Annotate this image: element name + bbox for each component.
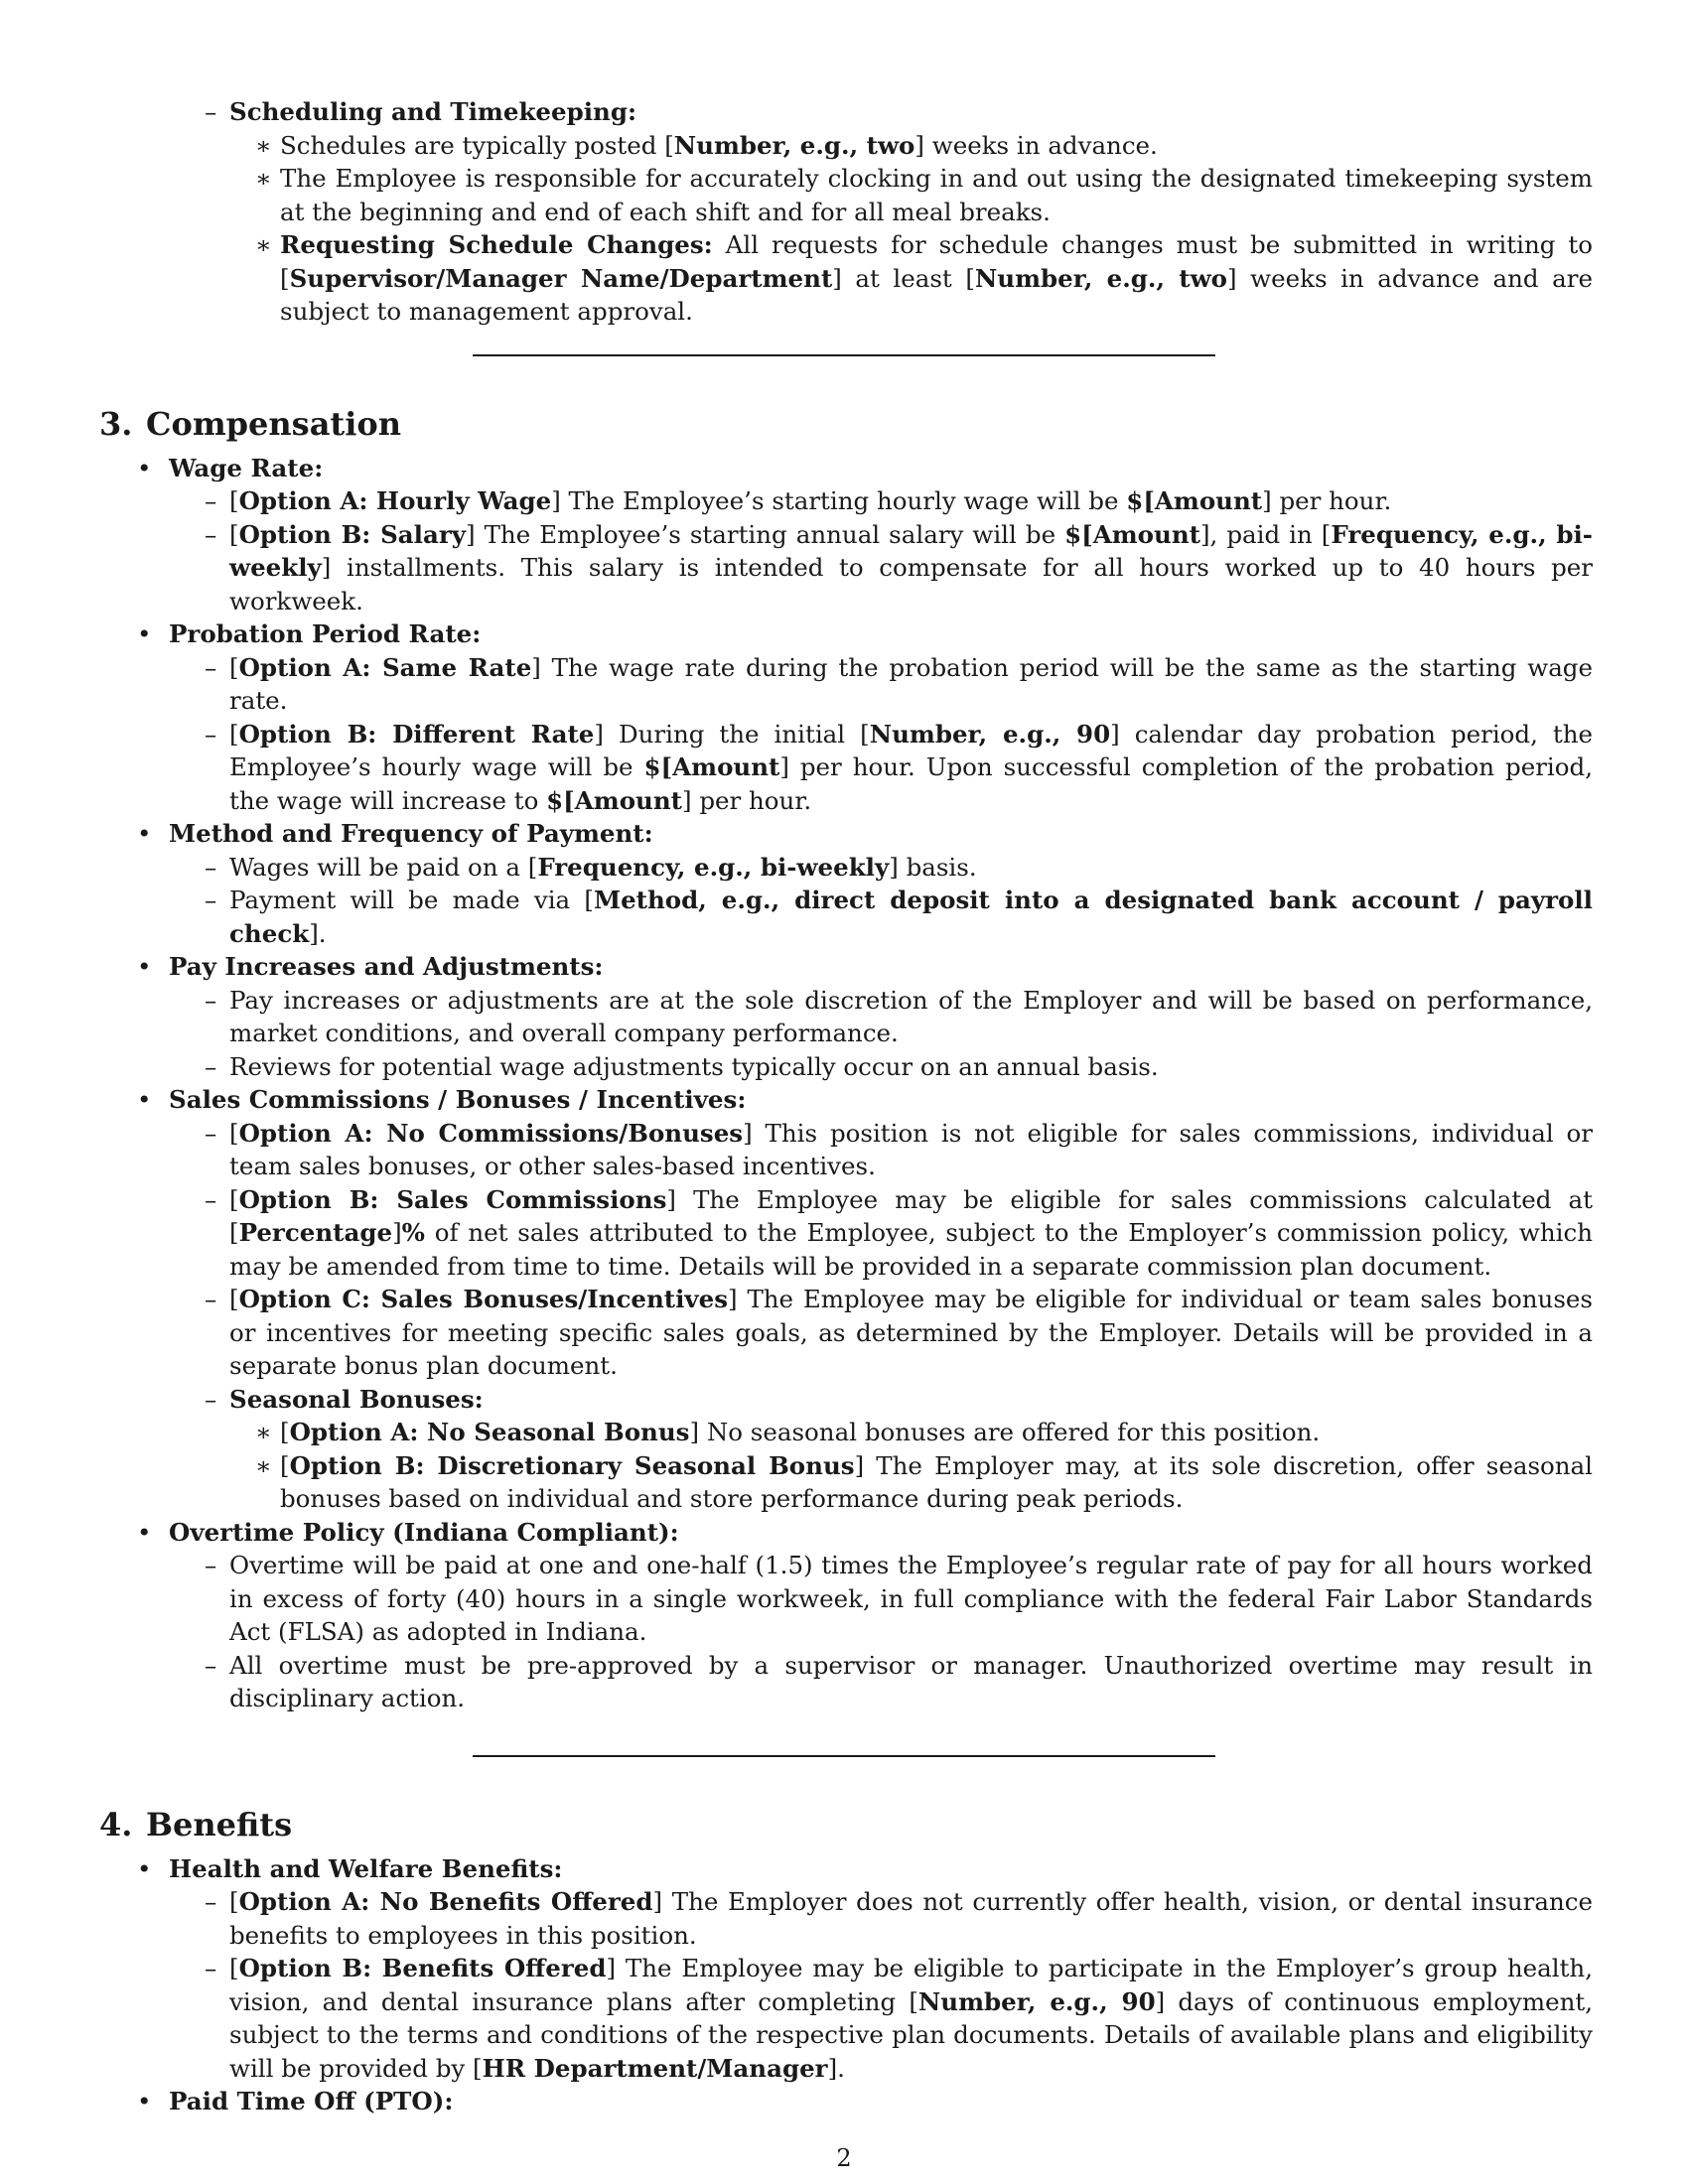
bold-text: Option A: No Seasonal Bonus: [289, 1418, 690, 1446]
bold-text: Option B: Salary: [238, 519, 466, 549]
text-run: [: [229, 519, 239, 549]
bold-text: Option B: Sales Commissions: [238, 1184, 667, 1214]
text-run: [: [229, 1184, 239, 1214]
item-heading: Overtime Policy (Indiana Compliant):: [169, 1517, 679, 1547]
list-item-bullet: [99, 2085, 1593, 2118]
text-run: Wages will be paid on a [: [229, 852, 538, 882]
list-item: [169, 1649, 1593, 1715]
item-heading: Probation Period Rate:: [169, 619, 482, 648]
sub-list: [169, 984, 1593, 1084]
text-run: ] The Employee may be eligible for individual or team sales bonuses or incentives for meeting specific sales goals, as determined by the Employer. Details will be provided in a separate bonus plan document.: [229, 1285, 1593, 1380]
sub-list: [169, 484, 1593, 617]
item-heading: Pay Increases and Adjustments:: [169, 952, 604, 981]
bold-text: $[: [643, 752, 673, 781]
benefits-list: [99, 1852, 1593, 2118]
bullet-marker: •: [137, 2087, 152, 2116]
bullet-marker: •: [137, 952, 152, 981]
sub-list: [169, 1885, 1593, 2085]
section-number: 3.: [99, 404, 133, 443]
text-run: [: [229, 1887, 239, 1916]
list-item-bullet: [99, 1083, 1593, 1516]
list-item-bullet: [99, 1852, 1593, 2086]
text-run: [: [229, 652, 239, 682]
list-item: [169, 718, 1593, 818]
dash-marker: –: [205, 1118, 217, 1148]
dash-marker: –: [205, 1051, 217, 1081]
bold-text: Frequency, e.g., bi-weekly: [537, 852, 890, 882]
bold-text: Option A: Same Rate: [238, 652, 532, 682]
bold-text: Number, e.g., two: [974, 263, 1228, 293]
dash-marker: –: [205, 1384, 217, 1414]
item-heading: Method and Frequency of Payment:: [169, 819, 653, 848]
dash-marker: –: [205, 1285, 217, 1313]
star-marker: ∗: [255, 230, 272, 259]
item-heading: Sales Commissions / Bonuses / Incentives:: [169, 1085, 747, 1114]
item-heading: Wage Rate:: [169, 453, 324, 482]
section-heading-benefits: [99, 1805, 1593, 1844]
star-marker: ∗: [255, 164, 272, 193]
section-heading-compensation: [99, 404, 1593, 444]
list-item-bullet: [99, 452, 1593, 618]
list-item: [169, 1952, 1593, 2085]
text-run: ]: [392, 1218, 402, 1247]
dash-marker: –: [205, 719, 217, 749]
sub-list: [169, 651, 1593, 818]
text-run: [: [280, 1418, 290, 1446]
bold-text: Option B: Discretionary Seasonal Bonus: [289, 1450, 855, 1480]
text-run: ] calendar day probation period, the Employee’s hourly wage will be: [229, 719, 1594, 781]
text-run: ] days of continuous employment, subject to the terms and conditions of the respective plan documents. Details of available plans and eligibility will be provided by [: [229, 1986, 1594, 2083]
star-marker: ∗: [255, 1450, 272, 1480]
list-item: [169, 1549, 1593, 1649]
text-run: [: [229, 1118, 239, 1148]
bold-text: Amount: [1154, 486, 1263, 515]
bold-text: Seasonal Bonuses:: [229, 1384, 484, 1414]
list-item: [229, 228, 1593, 329]
bold-text: Supervisor/Manager Name/Department: [289, 263, 833, 293]
list-item: [169, 851, 1593, 885]
section-title: Compensation: [146, 404, 401, 443]
bullet-marker: •: [137, 1517, 152, 1547]
dash-marker: –: [205, 1954, 217, 1982]
bullet-marker: •: [137, 1853, 152, 1883]
text-run: ] The Employee’s starting annual salary will be: [466, 519, 1065, 549]
dash-marker: –: [205, 652, 217, 682]
text-run: ] This position is not eligible for sales commissions, individual or team sales bonuses, or other sales-based incentives.: [229, 1118, 1593, 1180]
list-item-bullet: [99, 617, 1593, 817]
bold-text: Option A: No Benefits Offered: [238, 1887, 653, 1916]
page-content: [99, 95, 1593, 2118]
text-run: Pay increases or adjustments are at the sole discretion of the Employer and will be based on performance, market conditions, and overall company performance.: [229, 985, 1593, 1047]
bold-text: Number, e.g., two: [673, 130, 915, 160]
text-run: [: [229, 1954, 239, 1982]
bold-text: HR Department/Manager: [482, 2053, 828, 2083]
list-item: [169, 884, 1593, 950]
bullet-marker: •: [137, 819, 152, 848]
text-run: ] installments. This salary is intended to compensate for all hours worked up to 40 hours per workweek.: [229, 553, 1593, 615]
text-run: ].: [827, 2053, 845, 2083]
text-run: Payment will be made via [: [229, 886, 594, 914]
bold-text: Amount: [1092, 519, 1200, 549]
bullet-marker: •: [137, 1085, 152, 1114]
text-run: ] The Employee’s starting hourly wage will be: [551, 486, 1127, 515]
sub-list: [169, 1549, 1593, 1715]
text-run: ] basis.: [889, 852, 977, 882]
star-marker: ∗: [255, 130, 272, 160]
item-heading: Paid Time Off (PTO):: [169, 2087, 454, 2116]
nested-sub-list: [229, 1416, 1593, 1516]
dash-marker: –: [205, 1650, 217, 1680]
list-item: [169, 484, 1593, 518]
dash-marker: –: [205, 486, 217, 515]
list-item: [169, 1885, 1593, 1952]
text-run: ].: [309, 918, 327, 948]
list-item: [169, 984, 1593, 1050]
bold-text: Option B: Benefits Offered: [238, 1954, 607, 1982]
list-item: [169, 1050, 1593, 1084]
list-item: [229, 1449, 1593, 1516]
bold-text: Option A: No Commissions/Bonuses: [238, 1118, 744, 1148]
bold-text: Option C: Sales Bonuses/Incentives: [238, 1285, 729, 1313]
sub-list: [169, 1117, 1593, 1516]
list-item: [169, 1383, 1593, 1516]
dash-marker: –: [205, 852, 217, 882]
list-item-scheduling: [169, 95, 1593, 329]
text-run: [: [280, 1450, 290, 1480]
text-run: ] The Employee may be eligible for sales commissions calculated at [: [229, 1184, 1593, 1247]
list-item: [229, 129, 1593, 163]
bold-text: $[: [1126, 486, 1155, 515]
text-run: ] per hour.: [1262, 486, 1392, 515]
bold-text: $[: [546, 785, 575, 815]
text-run: ] During the initial [: [594, 719, 870, 749]
dash-marker: –: [205, 519, 217, 549]
list-item: [229, 1416, 1593, 1449]
dash-marker: –: [205, 1551, 217, 1579]
text-run: ] The wage rate during the probation period will be the same as the starting wage rate.: [229, 652, 1593, 715]
text-run: ] No seasonal bonuses are offered for this position.: [689, 1418, 1321, 1446]
dash-marker: –: [205, 97, 217, 126]
text-run: Overtime will be paid at one and one-half (1.5) times the Employee’s regular rate of pay for all hours worked in excess of forty (40) hours in a single workweek, in full compliance with the federal Fair Labor Standards Act (FLSA) as adopted in Indiana.: [229, 1551, 1593, 1646]
list-item: [169, 651, 1593, 718]
bullet-marker: •: [137, 619, 152, 648]
scheduling-list: [169, 95, 1593, 329]
text-run: ] The Employer does not currently offer health, vision, or dental insurance benefits to employees in this position.: [229, 1887, 1593, 1950]
text-run: ] The Employee may be eligible to participate in the Employer’s group health, vision, and dental insurance plans after completing [: [229, 1954, 1593, 2016]
text-run: The Employee is responsible for accurately clocking in and out using the designated timekeeping system at the beginning and end of each shift and for all meal breaks.: [280, 164, 1593, 226]
text-run: ] per hour. Upon successful completion of the probation period, the wage will increase to: [229, 752, 1593, 815]
list-item: [229, 162, 1593, 228]
bold-text: Frequency, e.g., bi-weekly: [229, 519, 1593, 582]
list-item-bullet: [99, 817, 1593, 950]
text-run: ], paid in [: [1199, 519, 1332, 549]
sub-list: [169, 851, 1593, 951]
bullet-marker: •: [137, 453, 152, 482]
text-run: [: [229, 486, 239, 515]
text-run: of net sales attributed to the Employee, subject to the Employer’s commission policy, which may be amended from time to time. Details will be provided in a separate commission plan document.: [229, 1218, 1593, 1281]
list-item-bullet: [99, 1516, 1593, 1715]
list-item: [169, 1183, 1593, 1284]
text-run: [: [229, 1285, 239, 1313]
compensation-list: [99, 452, 1593, 1715]
bold-text: Number, e.g., 90: [869, 719, 1111, 749]
star-marker: ∗: [255, 1418, 272, 1446]
text-run: All requests for schedule changes must be submitted in writing to [: [280, 230, 1593, 293]
item-heading: Health and Welfare Benefits:: [169, 1853, 563, 1883]
section-number: 4.: [99, 1805, 133, 1843]
text-run: Reviews for potential wage adjustments typically occur on an annual basis.: [229, 1051, 1159, 1081]
text-run: ] weeks in advance and are subject to management approval.: [280, 263, 1593, 326]
bold-text: Number, e.g., 90: [917, 1986, 1156, 2016]
scheduling-heading: Scheduling and Timekeeping:: [229, 97, 637, 126]
bold-text: Requesting Schedule Changes:: [280, 230, 713, 259]
text-run: ] per hour.: [681, 785, 812, 815]
bold-text: Option B: Different Rate: [238, 719, 595, 749]
list-item: [169, 518, 1593, 618]
bold-text: %: [401, 1218, 425, 1247]
text-run: Schedules are typically posted [: [280, 130, 674, 160]
text-run: [: [229, 719, 239, 749]
bold-text: Amount: [574, 785, 682, 815]
text-run: ] The Employer may, at its sole discretion, offer seasonal bonuses based on individual and store performance during peak periods.: [280, 1450, 1593, 1513]
page-number: 2: [836, 2144, 852, 2172]
list-item: [169, 1117, 1593, 1183]
text-run: ] at least [: [832, 263, 975, 293]
bold-text: Amount: [672, 752, 780, 781]
text-run: ] weeks in advance.: [914, 130, 1158, 160]
bold-text: Method, e.g., direct deposit into a designated bank account / payroll check: [229, 886, 1593, 948]
dash-marker: –: [205, 985, 217, 1015]
bold-text: $[: [1064, 519, 1093, 549]
dash-marker: –: [205, 1184, 217, 1214]
bold-text: Percentage: [238, 1218, 393, 1247]
list-item-bullet: [99, 950, 1593, 1083]
dash-marker: –: [205, 1887, 217, 1916]
section-title: Benefits: [146, 1805, 293, 1843]
list-item: [169, 1283, 1593, 1383]
bold-text: Option A: Hourly Wage: [238, 486, 552, 515]
scheduling-items: [229, 129, 1593, 329]
dash-marker: –: [205, 886, 217, 914]
text-run: All overtime must be pre-approved by a supervisor or manager. Unauthorized overtime may result in disciplinary action.: [229, 1650, 1593, 1712]
